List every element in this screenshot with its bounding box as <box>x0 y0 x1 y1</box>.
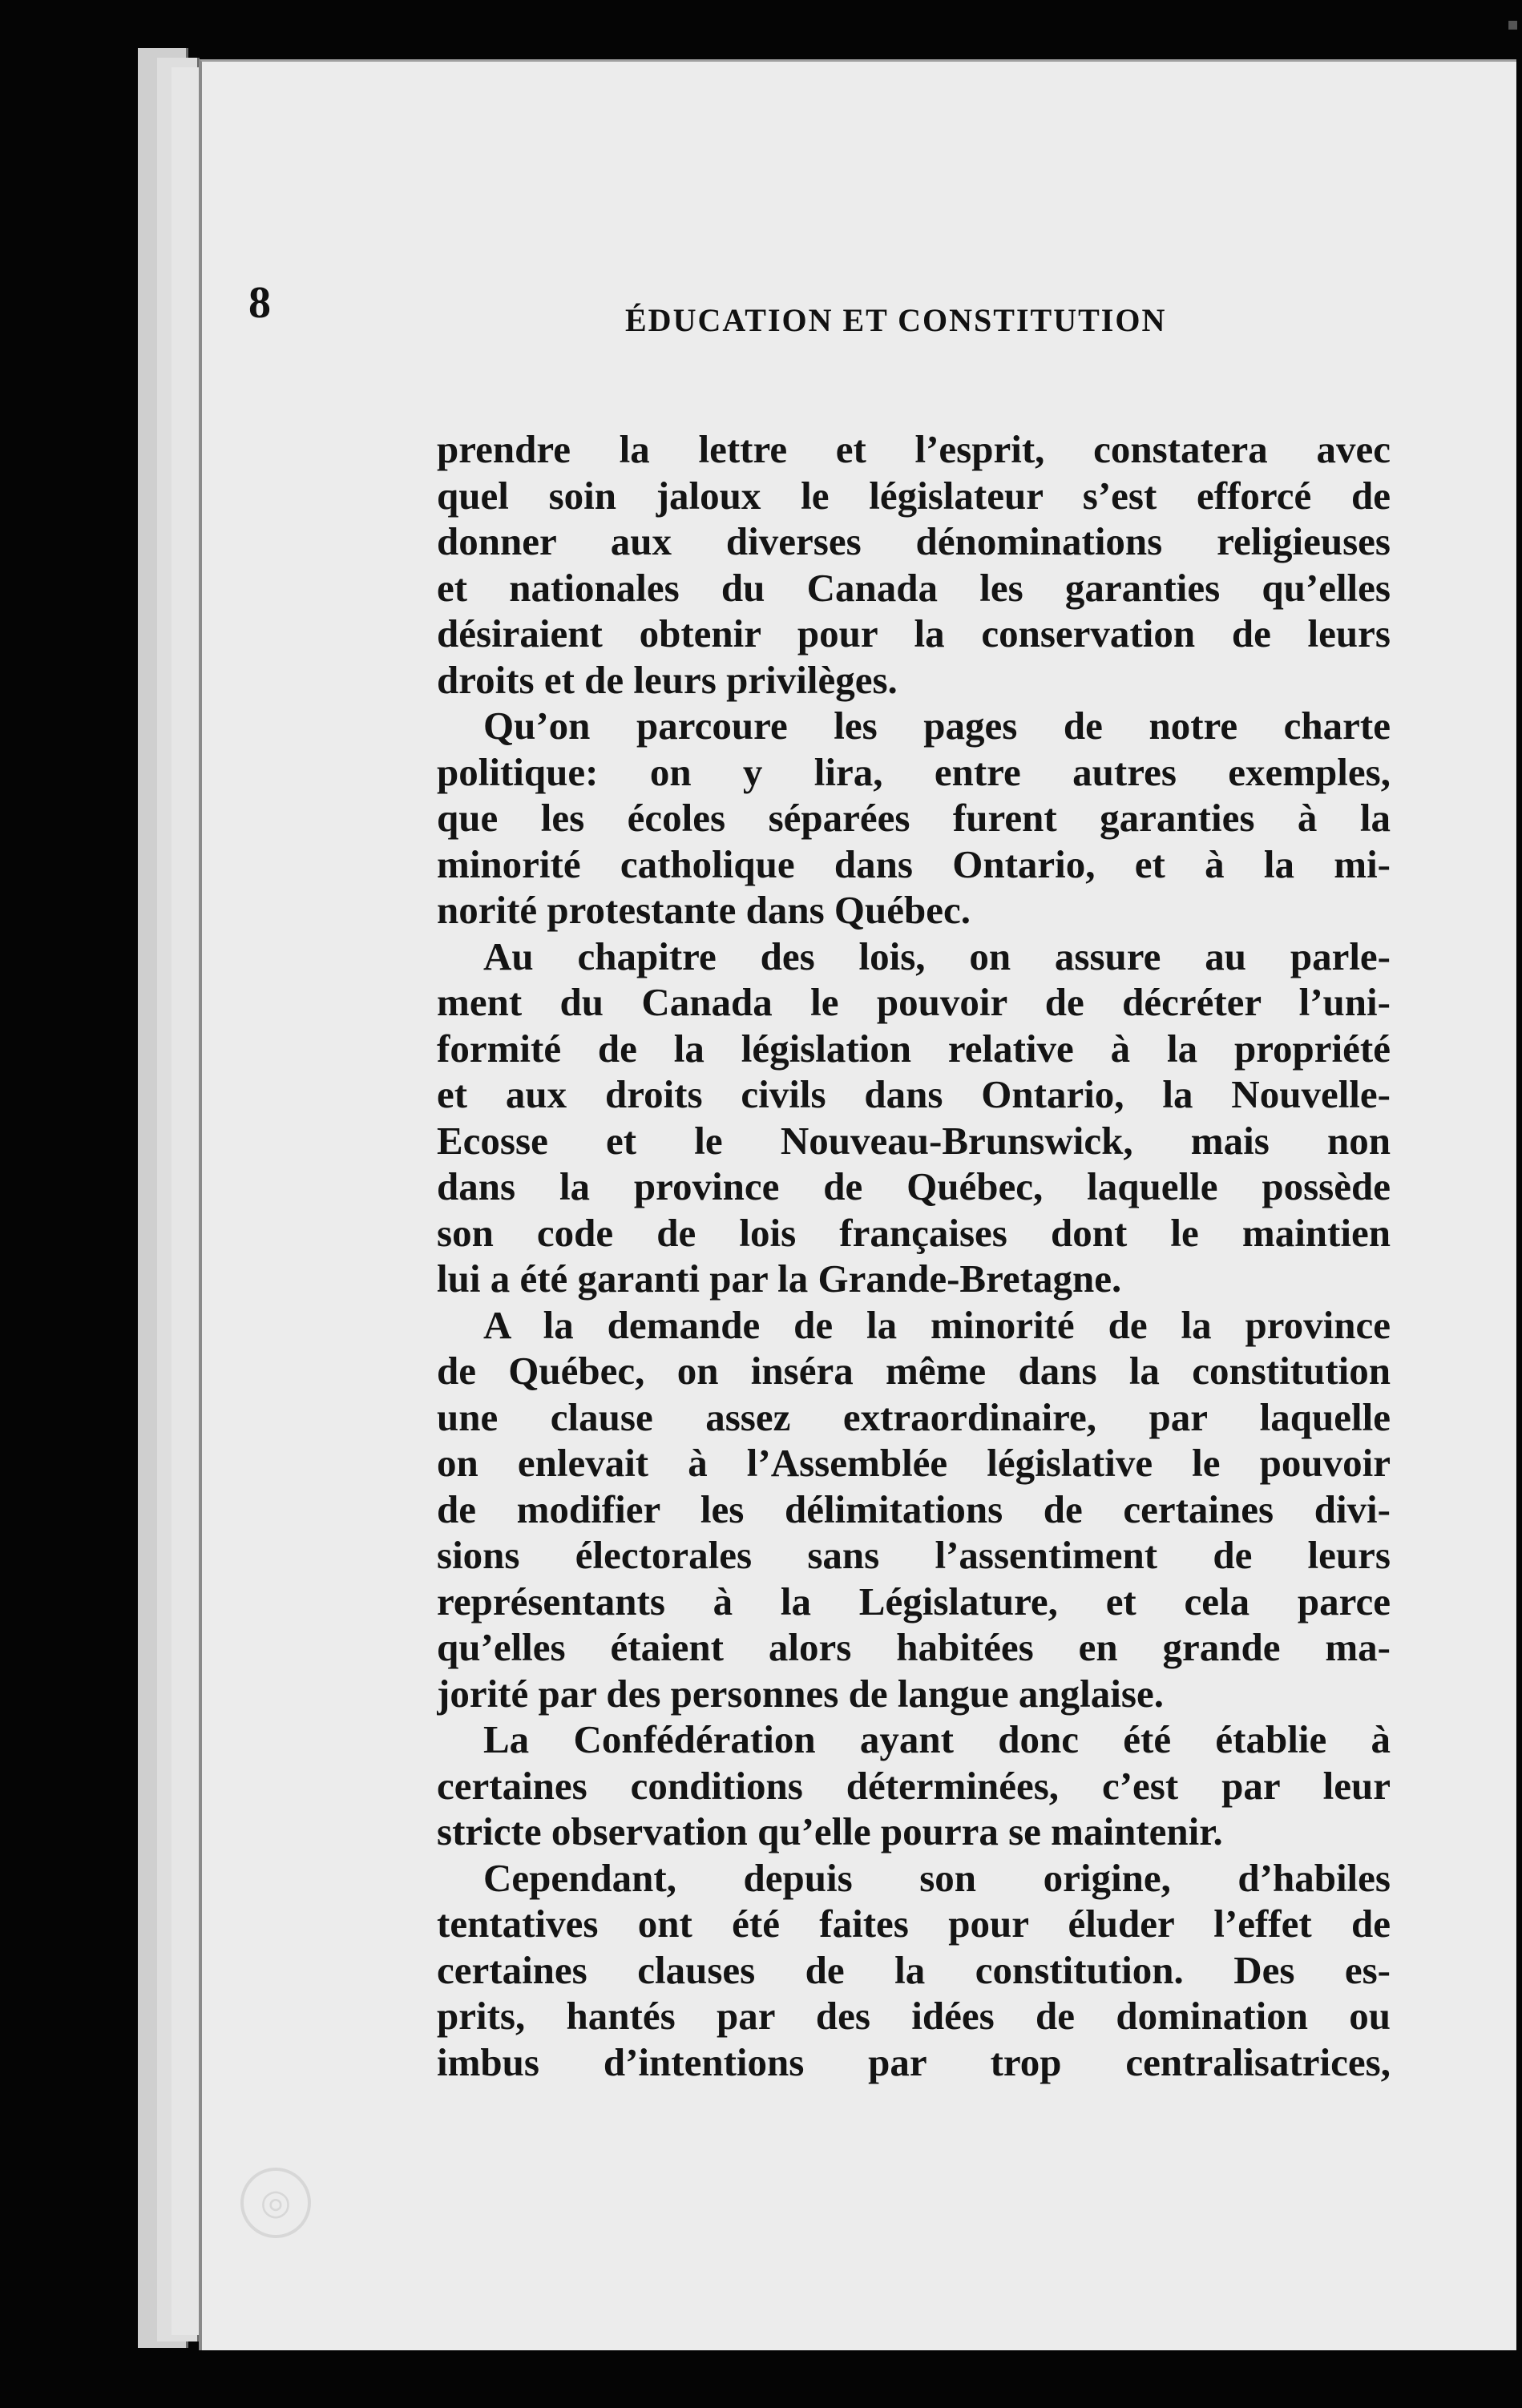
text-line: son code de lois françaises dont le maintien <box>437 1210 1391 1255</box>
text-line: norité protestante dans Québec. <box>437 888 971 932</box>
text-line: A la demande de la minorité de la province <box>483 1302 1391 1347</box>
text-line: Au chapitre des lois, on assure au parle- <box>483 934 1391 978</box>
text-line: sions électorales sans l’assentiment de leurs <box>437 1533 1391 1577</box>
text-line: formité de la législation relative à la propriété <box>437 1026 1391 1071</box>
text-line: La Confédération ayant donc été établie à <box>483 1717 1391 1761</box>
text-line: prendre la lettre et l’esprit, constatera avec <box>437 427 1391 471</box>
text-line: jorité par des personnes de langue anglaise. <box>437 1671 1164 1716</box>
text-line: de Québec, on inséra même dans la constitution <box>437 1349 1391 1393</box>
text-line: minorité catholique dans Ontario, et à la mi- <box>437 841 1391 886</box>
page-number: 8 <box>248 278 271 328</box>
text-line: représentants à la Législature, et cela parce <box>437 1579 1391 1623</box>
text-line: une clause assez extraordinaire, par laquelle <box>437 1394 1391 1439</box>
text-line: imbus d’intentions par trop centralisatrices, <box>437 2039 1391 2084</box>
text-line: Ecosse et le Nouveau-Brunswick, mais non <box>437 1118 1391 1163</box>
text-line: certaines clauses de la constitution. Des es- <box>437 1947 1391 1992</box>
text-line: désiraient obtenir pour la conservation de leurs <box>437 611 1391 655</box>
text-line: qu’elles étaient alors habitées en grande ma- <box>437 1625 1391 1669</box>
text-line: de modifier les délimitations de certaines divi- <box>437 1486 1391 1531</box>
text-line: certaines conditions déterminées, c’est par leur <box>437 1763 1391 1808</box>
text-line: et nationales du Canada les garanties qu’elles <box>437 565 1391 610</box>
text-line: tentatives ont été faites pour éluder l’effet de <box>437 1902 1391 1946</box>
text-line: dans la province de Québec, laquelle possède <box>437 1164 1391 1208</box>
text-line: et aux droits civils dans Ontario, la Nouvelle- <box>437 1072 1391 1116</box>
body-text <box>437 426 1391 2085</box>
text-line: prits, hantés par des idées de domination ou <box>437 1994 1391 2038</box>
text-line: quel soin jaloux le législateur s’est efforcé de <box>437 473 1391 518</box>
text-line: que les écoles séparées furent garanties à la <box>437 796 1391 840</box>
text-line: droits et de leurs privilèges. <box>437 657 898 702</box>
library-seal-watermark: ◎ <box>240 2168 311 2238</box>
text-line: stricte observation qu’elle pourra se maintenir. <box>437 1809 1223 1853</box>
text-line: Cependant, depuis son origine, d’habiles <box>483 1855 1391 1900</box>
text-line: lui a été garanti par la Grande-Bretagne. <box>437 1256 1122 1301</box>
corner-mark: ▪ <box>1507 14 1519 34</box>
text-line: politique: on y lira, entre autres exemples, <box>437 749 1391 794</box>
text-line: donner aux diverses dénominations religieuses <box>437 519 1391 563</box>
page-header <box>248 277 1242 365</box>
text-line: ment du Canada le pouvoir de décréter l’uni- <box>437 980 1391 1024</box>
running-title: ÉDUCATION ET CONSTITUTION <box>625 302 1167 338</box>
text-line: on enlevait à l’Assemblée législative le pouvoir <box>437 1441 1391 1485</box>
text-line: Qu’on parcoure les pages de notre charte <box>483 704 1391 748</box>
